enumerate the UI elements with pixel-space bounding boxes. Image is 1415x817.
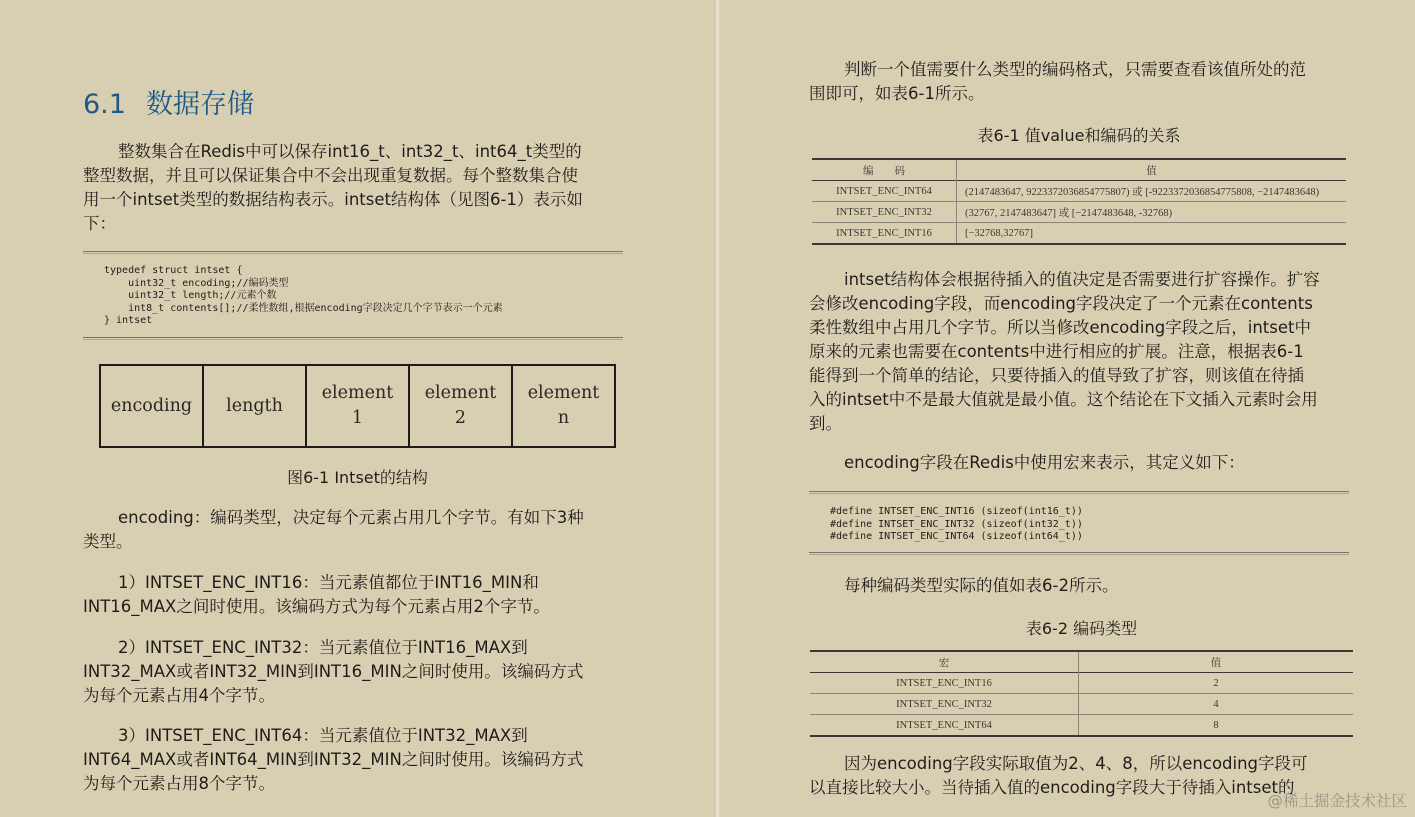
table-cell: [−32768,32767]	[965, 227, 1034, 239]
table1-caption: 表6-1 值value和编码的关系	[977, 126, 1181, 145]
intro-paragraph	[83, 140, 643, 236]
table2-intro-paragraph	[809, 574, 1369, 598]
code-line: typedef struct intset {	[104, 265, 243, 276]
section-number: 6.1	[83, 89, 126, 120]
encoding-paragraph	[83, 506, 643, 554]
text-line: 到。	[809, 414, 842, 433]
text-line: 会修改encoding字段，而encoding字段决定了一个元素在contents	[809, 294, 1313, 313]
code-line: uint32_t length;//元素个数	[104, 290, 277, 301]
text-line: 因为encoding字段实际取值为2、4、8，所以encoding字段可	[844, 754, 1308, 773]
text-line: INT16_MAX之间时使用。该编码方式为每个元素占用2个字节。	[83, 597, 550, 616]
text-line: 下：	[83, 214, 116, 233]
text-line: 能得到一个简单的结论，只要待插入的值导致了扩容，则该值在待插	[809, 366, 1304, 385]
table-cell: INTSET_ENC_INT64	[812, 181, 957, 202]
item-int32	[83, 636, 643, 708]
table-cell: INTSET_ENC_INT32	[812, 202, 957, 223]
text-line: 1）INTSET_ENC_INT16：当元素值都位于INT16_MIN和	[118, 573, 539, 592]
table-cell: 2	[1213, 677, 1219, 689]
text-line: 类型。	[83, 532, 133, 551]
table-encoding-types	[810, 650, 1353, 737]
figure-caption: 图6-1 Intset的结构	[287, 468, 428, 487]
range-paragraph	[809, 58, 1369, 106]
text-line: INT32_MAX或者INT32_MIN到INT16_MIN之间时使用。该编码方式	[83, 662, 584, 681]
table-cell: INTSET_ENC_INT64	[810, 715, 1079, 737]
text-line: 为每个元素占用4个字节。	[83, 686, 275, 705]
code-rule-top	[83, 251, 623, 252]
column-header: 宏	[810, 651, 1079, 673]
text-line: 2）INTSET_ENC_INT32：当元素值位于INT16_MAX到	[118, 638, 528, 657]
macro-intro-paragraph	[809, 451, 1369, 475]
text-line: encoding：编码类型，决定每个元素占用几个字节。有如下3种	[118, 508, 584, 527]
text-line: 用一个intset类型的数据结构表示。intset结构体（见图6-1）表示如	[83, 190, 583, 209]
macro-code-block	[830, 506, 1083, 544]
table-header-row	[812, 159, 1346, 181]
text-line: intset结构体会根据待插入的值决定是否需要进行扩容操作。扩容	[844, 270, 1320, 289]
table-cell: INTSET_ENC_INT32	[810, 694, 1079, 715]
text-line: 每种编码类型实际的值如表6-2所示。	[844, 576, 1119, 595]
text-line: 整型数据，并且可以保证集合中不会出现重复数据。每个整数集合使	[83, 166, 578, 185]
diagram-cell-element-n: element n	[527, 383, 600, 428]
item-int16	[83, 571, 643, 619]
diagram-cell-length: length	[204, 366, 307, 446]
text-line: 入的intset中不是最大值就是最小值。这个结论在下文插入元素时会用	[809, 390, 1318, 409]
table-row	[812, 181, 1346, 202]
diagram-cell-element-1: element 1	[307, 366, 410, 446]
book-spine	[714, 0, 721, 817]
text-line: 围即可，如表6-1所示。	[809, 84, 985, 103]
diagram-cell-element-2: element 2	[410, 366, 513, 446]
code-rule-bottom	[809, 552, 1349, 553]
code-rule-bottom	[83, 337, 623, 338]
text-line: 以直接比较大小。当待插入值的encoding字段大于待插入intset的	[809, 778, 1295, 797]
section-heading	[83, 82, 254, 121]
table-cell: 8	[1213, 719, 1219, 731]
table-value-encoding	[812, 158, 1346, 245]
text-line: 3）INTSET_ENC_INT64：当元素值位于INT32_MAX到	[118, 726, 528, 745]
section-title: 数据存储	[145, 89, 254, 120]
text-line: INT64_MAX或者INT64_MIN到INT32_MIN之间时使用。该编码方式	[83, 750, 584, 769]
text-line: 柔性数组中占用几个字节。所以当修改encoding字段之后，intset中	[809, 318, 1311, 337]
table-cell: INTSET_ENC_INT16	[810, 673, 1079, 694]
table-row	[810, 673, 1353, 694]
code-line: } intset	[104, 315, 153, 326]
text-line: 为每个元素占用8个字节。	[83, 774, 275, 793]
text-line: 判断一个值需要什么类型的编码格式，只需要查看该值所处的范	[844, 60, 1306, 79]
table-row	[810, 694, 1353, 715]
intset-structure-diagram	[99, 364, 616, 448]
text-line: 原来的元素也需要在contents中进行相应的扩展。注意，根据表6-1	[809, 342, 1304, 361]
expansion-paragraph	[809, 268, 1379, 436]
table-row	[812, 223, 1346, 245]
item-int64	[83, 724, 643, 796]
text-line: encoding字段在Redis中使用宏来表示，其定义如下：	[844, 453, 1245, 472]
watermark: @稀土掘金技术社区	[1267, 792, 1407, 810]
column-header: 值	[1210, 657, 1222, 669]
code-line: uint32_t encoding;//编码类型	[104, 277, 289, 289]
table-cell: (2147483647, 9223372036854775807) 或 [-9223372036854775808, −2147483648)	[965, 186, 1320, 198]
text-line: 整数集合在Redis中可以保存int16_t、int32_t、int64_t类型的	[118, 142, 582, 161]
column-header: 值	[1146, 165, 1157, 177]
code-rule-top	[809, 491, 1349, 492]
column-header: 编 码	[812, 159, 957, 181]
table2-caption: 表6-2 编码类型	[1025, 619, 1138, 638]
code-line: int8_t contents[];//柔性数组,根据encoding字段决定几个字节表示一个元素	[104, 302, 503, 314]
code-line: #define INTSET_ENC_INT16 (sizeof(int16_t))	[830, 506, 1083, 517]
code-block	[104, 265, 503, 328]
table-cell: 4	[1213, 698, 1219, 710]
code-line: #define INTSET_ENC_INT64 (sizeof(int64_t))	[830, 531, 1083, 542]
table-header-row	[810, 651, 1353, 673]
table-row	[812, 202, 1346, 223]
code-line: #define INTSET_ENC_INT32 (sizeof(int32_t))	[830, 518, 1083, 530]
table-cell: (32767, 2147483647] 或 [−2147483648, -32768)	[965, 207, 1173, 219]
right-page	[721, 0, 1415, 817]
diagram-cell-encoding: encoding	[101, 366, 204, 446]
table-cell: INTSET_ENC_INT16	[812, 223, 957, 245]
table-row	[810, 715, 1353, 737]
